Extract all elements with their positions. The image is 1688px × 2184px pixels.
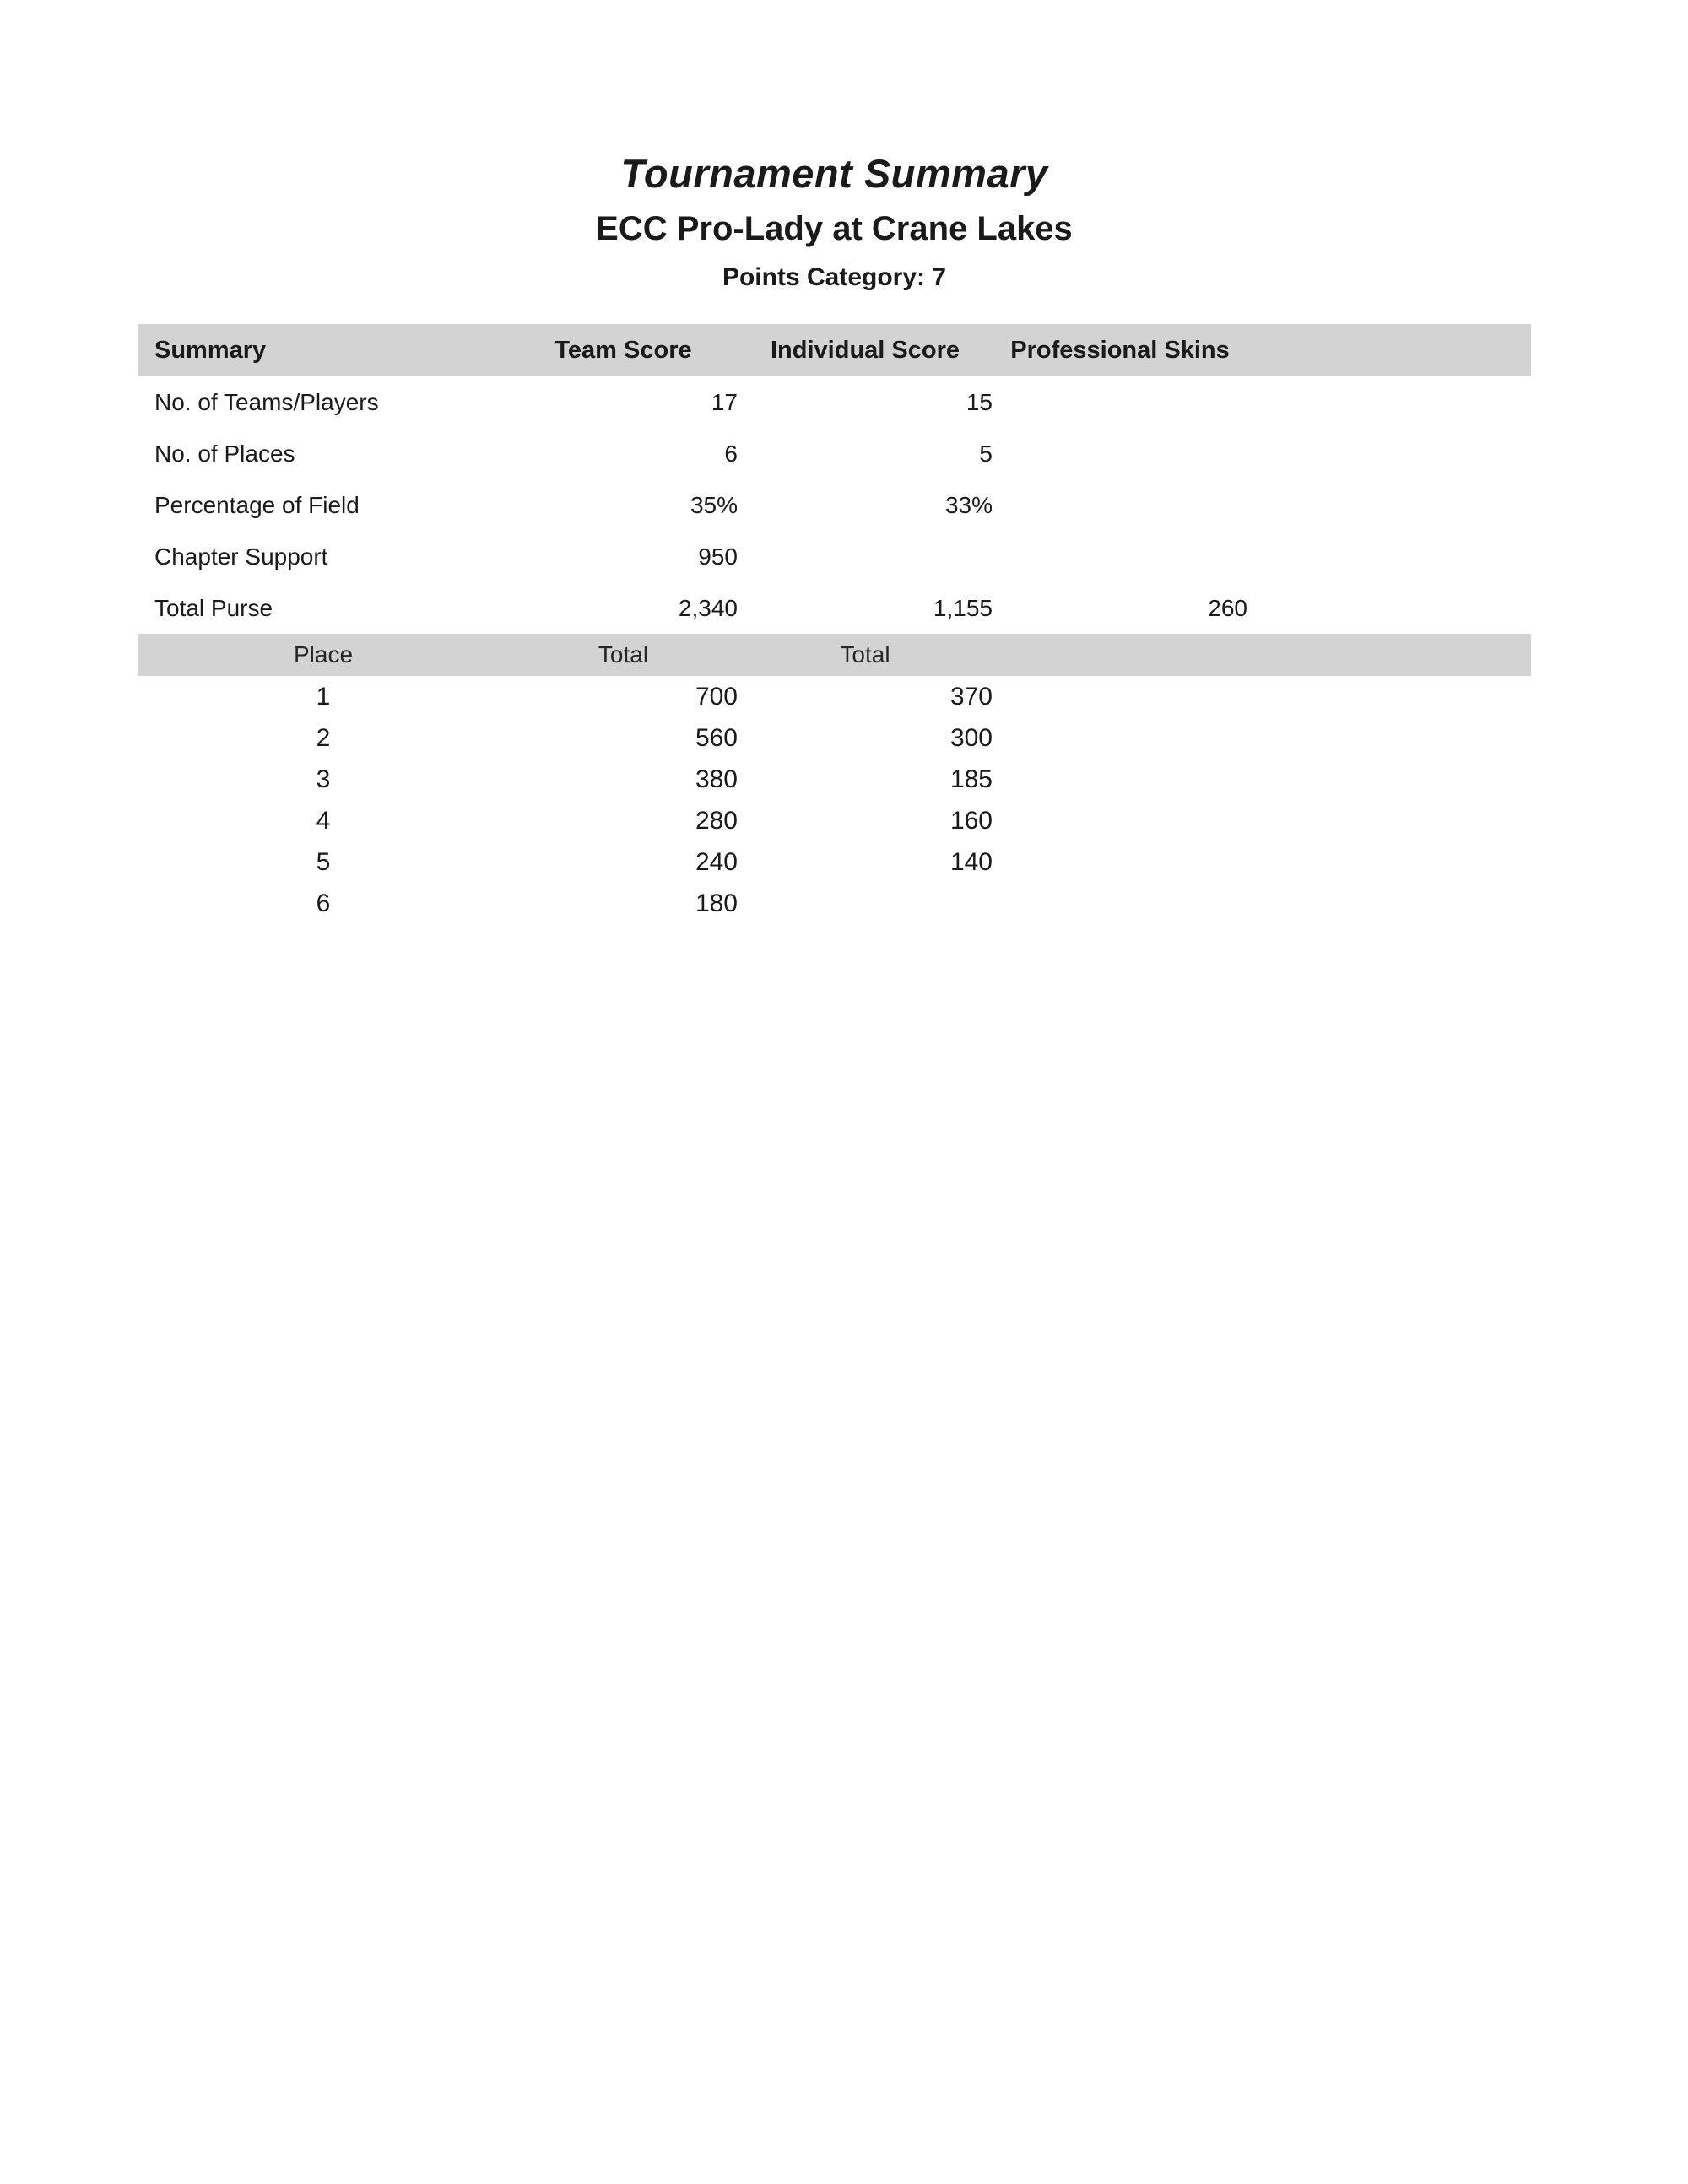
table-row <box>138 531 1531 582</box>
col-header-professional-skins: Professional Skins <box>1010 336 1230 364</box>
summary-table <box>138 324 1531 924</box>
table-row <box>138 479 1531 531</box>
document <box>138 0 1531 924</box>
team-total: 180 <box>695 889 738 917</box>
table-row <box>138 428 1531 479</box>
individual-value: 5 <box>979 440 993 467</box>
team-value: 35% <box>690 491 738 518</box>
table-row <box>138 800 1531 841</box>
table-row <box>138 759 1531 800</box>
team-total: 240 <box>695 847 738 876</box>
table-row <box>138 676 1531 717</box>
row-label: Chapter Support <box>154 543 328 570</box>
col-header-individual-total: Total <box>840 641 890 668</box>
team-value: 950 <box>698 543 738 570</box>
table-row <box>138 376 1531 428</box>
row-label: Total Purse <box>154 594 273 621</box>
col-header-team-total: Total <box>598 641 649 668</box>
event-subtitle: ECC Pro-Lady at Crane Lakes <box>596 210 1073 247</box>
team-value: 17 <box>711 388 738 415</box>
page-title: Tournament Summary <box>620 151 1048 196</box>
place-number: 5 <box>316 847 331 876</box>
place-number: 6 <box>316 889 331 917</box>
team-total: 700 <box>695 682 738 711</box>
individual-total: 160 <box>950 806 993 835</box>
table-row <box>138 717 1531 759</box>
place-number: 2 <box>316 723 331 752</box>
row-label: Percentage of Field <box>154 491 360 518</box>
team-total: 560 <box>695 723 738 752</box>
points-category: Points Category: 7 <box>722 263 947 291</box>
individual-value: 33% <box>944 491 993 518</box>
place-number: 4 <box>316 806 331 835</box>
individual-total: 185 <box>950 765 993 793</box>
skins-value: 260 <box>1208 594 1247 621</box>
individual-value: 1,155 <box>933 594 993 621</box>
team-total: 380 <box>695 765 738 793</box>
places-header-row <box>138 634 1531 676</box>
table-row <box>138 841 1531 883</box>
individual-total: 370 <box>950 682 993 711</box>
col-header-place: Place <box>293 641 354 668</box>
individual-value: 15 <box>966 388 993 415</box>
row-label: No. of Teams/Players <box>154 388 379 415</box>
summary-header-row <box>138 324 1531 376</box>
col-header-team-score: Team Score <box>555 336 692 364</box>
place-number: 1 <box>316 682 331 711</box>
table-row <box>138 883 1531 924</box>
place-number: 3 <box>316 765 331 793</box>
row-label: No. of Places <box>154 440 295 467</box>
individual-total: 140 <box>950 847 993 876</box>
team-value: 6 <box>724 440 738 467</box>
individual-total: 300 <box>950 723 993 752</box>
team-total: 280 <box>695 806 738 835</box>
col-header-individual-score: Individual Score <box>771 336 960 364</box>
team-value: 2,340 <box>678 594 738 621</box>
col-header-summary: Summary <box>154 336 267 364</box>
table-row <box>138 582 1531 634</box>
